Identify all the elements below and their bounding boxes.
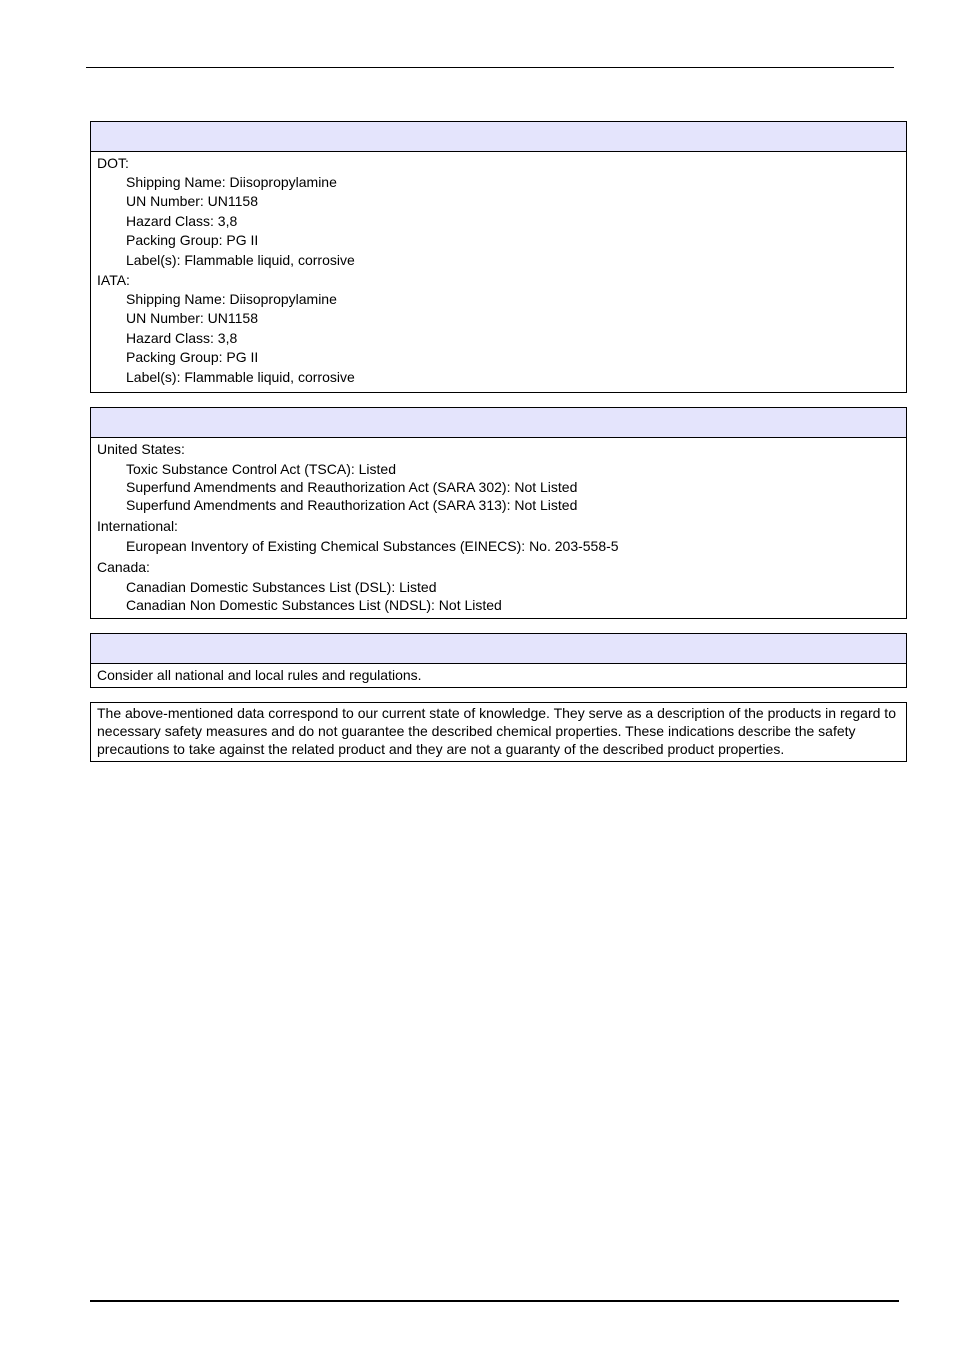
- iata-labels: Label(s): Flammable liquid, corrosive: [126, 368, 355, 385]
- international-group: [97, 516, 900, 557]
- iata-group: [97, 270, 900, 387]
- dot-un-number: UN Number: UN1158: [126, 193, 259, 210]
- other-regulations-section-header: [91, 634, 906, 664]
- regulatory-section: [90, 407, 907, 619]
- canada-group: [97, 557, 900, 616]
- tsca-status: Toxic Substance Control Act (TSCA): Listed: [126, 461, 396, 477]
- sara-302-status: Superfund Amendments and Reauthorization Act (SARA 302): Not Listed: [126, 479, 578, 495]
- dot-labels: Label(s): Flammable liquid, corrosive: [126, 251, 355, 268]
- dot-label: DOT:: [97, 155, 129, 171]
- ndsl-status: Canadian Non Domestic Substances List (NDSL): Not Listed: [126, 597, 502, 613]
- einecs-status: European Inventory of Existing Chemical Substances (EINECS): No. 203-558-5: [126, 538, 619, 554]
- canada-label: Canada:: [97, 559, 150, 575]
- united-states-label: United States:: [97, 441, 185, 457]
- transport-section-header: [91, 122, 906, 152]
- regulatory-section-body: [91, 438, 906, 616]
- transport-section: [90, 121, 907, 393]
- top-rule: [86, 67, 894, 68]
- bottom-rule: [90, 1300, 899, 1302]
- iata-hazard-class: Hazard Class: 3,8: [126, 329, 238, 346]
- iata-packing-group: Packing Group: PG II: [126, 349, 259, 366]
- dot-hazard-class: Hazard Class: 3,8: [126, 212, 238, 229]
- iata-un-number: UN Number: UN1158: [126, 310, 259, 327]
- united-states-group: [97, 439, 900, 516]
- disclaimer-text: The above-mentioned data correspond to our current state of knowledge. They serve as a description of the products in regard to necessary safety measures and do not guarantee the described chemical properties. These indications describe the safety precautions to take against the related product and they are not a guaranty of the described product properties.: [97, 705, 896, 757]
- disclaimer-box: [90, 702, 907, 762]
- sara-313-status: Superfund Amendments and Reauthorization Act (SARA 313): Not Listed: [126, 497, 578, 513]
- regulatory-section-header: [91, 408, 906, 438]
- iata-shipping-name: Shipping Name: Diisopropylamine: [126, 290, 337, 307]
- dot-group: [97, 153, 900, 270]
- dot-packing-group: Packing Group: PG II: [126, 232, 259, 249]
- other-regulations-section: [90, 633, 907, 688]
- dsl-status: Canadian Domestic Substances List (DSL): Listed: [126, 579, 437, 595]
- other-regulations-text: Consider all national and local rules and regulations.: [97, 667, 422, 683]
- transport-section-body: [91, 152, 906, 387]
- iata-label: IATA:: [97, 271, 130, 288]
- dot-shipping-name: Shipping Name: Diisopropylamine: [126, 174, 337, 190]
- international-label: International:: [97, 518, 178, 534]
